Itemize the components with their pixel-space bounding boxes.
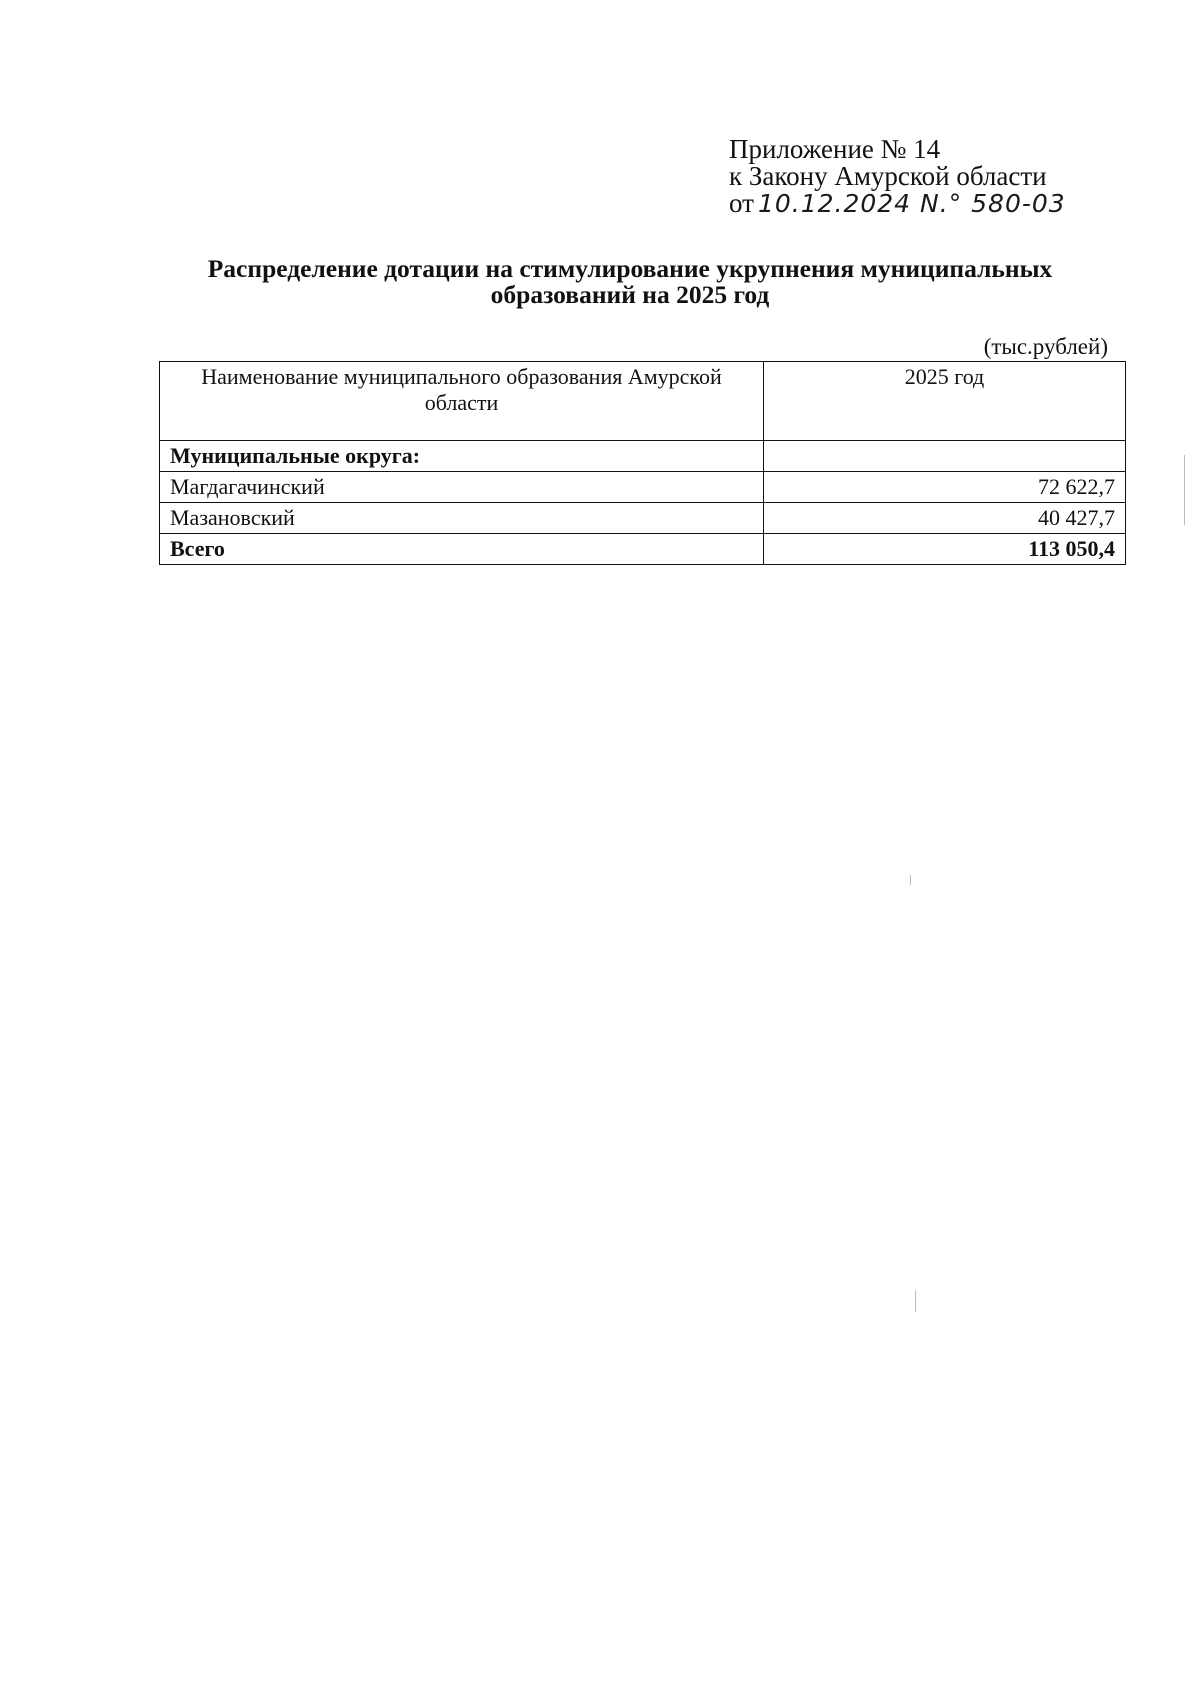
attachment-law: к Закону Амурской области (729, 161, 1047, 191)
attachment-date-line (729, 190, 1066, 217)
attachment-number: Приложение № 14 (729, 134, 941, 164)
row-value: 40 427,7 (764, 503, 1126, 534)
scan-mark (910, 875, 911, 885)
title-line-2: образований на 2025 год (490, 280, 770, 309)
attachment-date-prefix: от (729, 188, 754, 218)
scan-mark (1184, 455, 1185, 525)
total-row (160, 534, 1126, 565)
row-name: Магдагачинский (160, 472, 764, 503)
handwritten-date-number: 10.12.2024 N.° 580-03 (757, 189, 1066, 218)
row-value: 72 622,7 (764, 472, 1126, 503)
header-year: 2025 год (764, 362, 1126, 441)
table-row (160, 472, 1126, 503)
table-row (160, 503, 1126, 534)
section-label: Муниципальные округа: (160, 441, 764, 472)
document-title (150, 256, 1110, 308)
header-name: Наименование муниципального образования Амурской области (160, 362, 764, 441)
unit-label: (тыс.рублей) (983, 334, 1108, 359)
attachment-block (729, 136, 1066, 217)
section-row (160, 441, 1126, 472)
section-empty-cell (764, 441, 1126, 472)
row-name: Мазановский (160, 503, 764, 534)
scan-mark (915, 1290, 916, 1312)
total-label: Всего (160, 534, 764, 565)
table-header-row (160, 362, 1126, 441)
grant-table (159, 361, 1126, 565)
total-value: 113 050,4 (764, 534, 1126, 565)
title-line-1: Распределение дотации на стимулирование укрупнения муниципальных (207, 254, 1053, 283)
